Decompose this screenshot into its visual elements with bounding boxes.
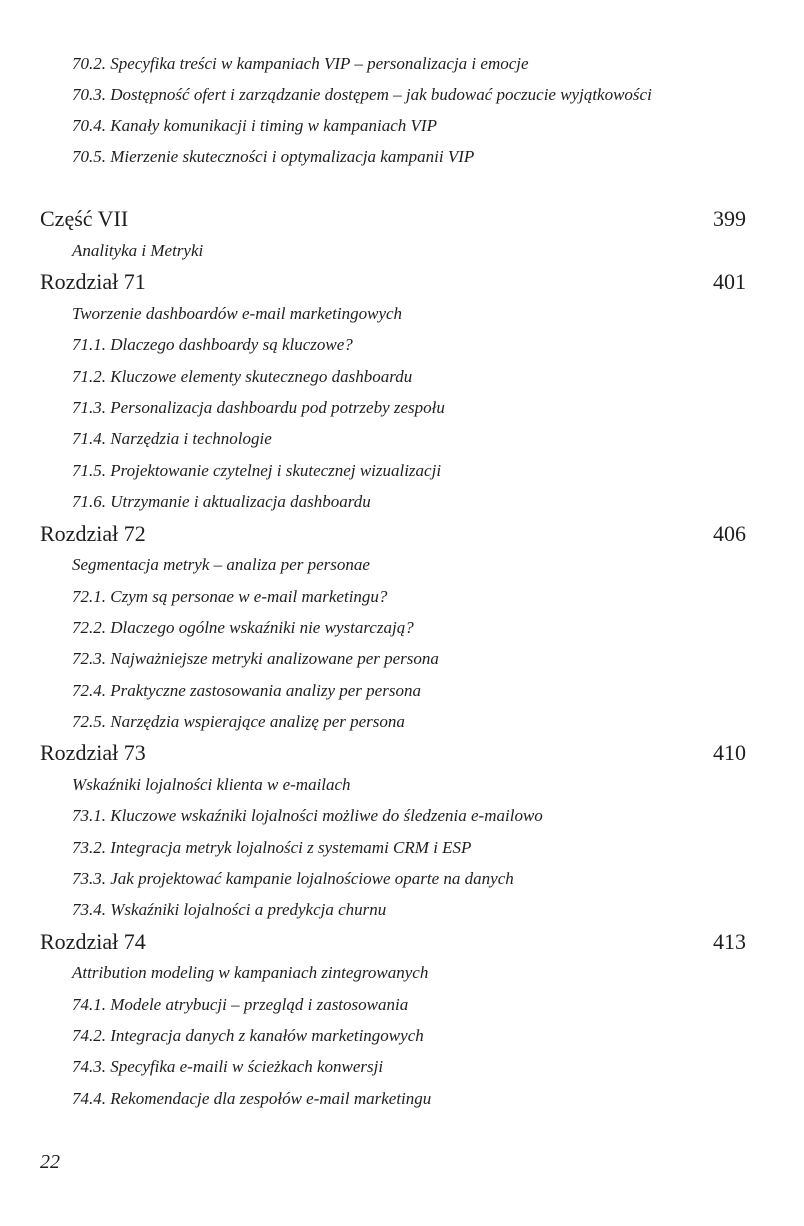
toc-section-item: 74.4. Rekomendacje dla zespołów e-mail marketingu [72,1089,432,1108]
chapter-label: Rozdział 72 [40,521,146,546]
toc-part-heading [40,206,746,232]
chapter-title: Tworzenie dashboardów e-mail marketingowych [72,304,403,323]
toc-chapter-heading [40,929,746,955]
chapter-label: Rozdział 73 [40,740,146,765]
toc-section-item: 73.2. Integracja metryk lojalności z systemami CRM i ESP [72,838,472,857]
toc-section-item: 73.4. Wskaźniki lojalności a predykcja churnu [72,900,387,919]
toc-section-item: 72.5. Narzędzia wspierające analizę per persona [72,712,405,731]
part-subtitle: Analityka i Metryki [72,241,204,260]
page-number-folio: 22 [40,1151,60,1173]
toc-section-item: 70.3. Dostępność ofert i zarządzanie dostępem – jak budować poczucie wyjątkowości [72,85,652,104]
toc-section-item: 71.1. Dlaczego dashboardy są kluczowe? [72,335,353,354]
toc-chapter-heading [40,521,746,547]
toc-section-item: 71.4. Narzędzia i technologie [72,429,272,448]
toc-section-item: 72.4. Praktyczne zastosowania analizy per persona [72,681,421,700]
chapter-label: Rozdział 74 [40,929,146,954]
part-page-number: 399 [713,206,746,231]
toc-section-item: 74.3. Specyfika e-maili w ścieżkach konwersji [72,1057,384,1076]
toc-section-item: 71.3. Personalizacja dashboardu pod potrzeby zespołu [72,398,445,417]
toc-chapter-heading [40,269,746,295]
toc-section-item: 73.1. Kluczowe wskaźniki lojalności możliwe do śledzenia e-mailowo [72,806,543,825]
chapter-page-number: 410 [713,740,746,765]
toc-section-item: 72.3. Najważniejsze metryki analizowane per persona [72,649,439,668]
toc-section-item: 74.2. Integracja danych z kanałów marketingowych [72,1026,424,1045]
chapter-page-number: 406 [713,521,746,546]
toc-section-item: 70.5. Mierzenie skuteczności i optymalizacja kampanii VIP [72,147,475,166]
chapter-page-number: 413 [713,929,746,954]
toc-section-item: 71.2. Kluczowe elementy skutecznego dashboardu [72,367,413,386]
chapter-title: Attribution modeling w kampaniach zintegrowanych [72,963,429,982]
toc-section-item: 71.6. Utrzymanie i aktualizacja dashboardu [72,492,371,511]
toc-section-item: 73.3. Jak projektować kampanie lojalnościowe oparte na danych [72,869,514,888]
toc-section-item: 71.5. Projektowanie czytelnej i skutecznej wizualizacji [72,461,442,480]
chapter-title: Wskaźniki lojalności klienta w e-mailach [72,775,351,794]
toc-chapter-heading [40,740,746,766]
part-label: Część VII [40,206,129,231]
chapter-title: Segmentacja metryk – analiza per personae [72,555,370,574]
chapter-label: Rozdział 71 [40,269,146,294]
toc-section-item: 72.2. Dlaczego ogólne wskaźniki nie wystarczają? [72,618,414,637]
toc-section-item: 72.1. Czym są personae w e-mail marketingu? [72,587,388,606]
toc-section-item: 74.1. Modele atrybucji – przegląd i zastosowania [72,995,409,1014]
toc-section-item: 70.2. Specyfika treści w kampaniach VIP – personalizacja i emocje [72,54,529,73]
toc-section-item: 70.4. Kanały komunikacji i timing w kampaniach VIP [72,116,437,135]
chapter-page-number: 401 [713,269,746,294]
